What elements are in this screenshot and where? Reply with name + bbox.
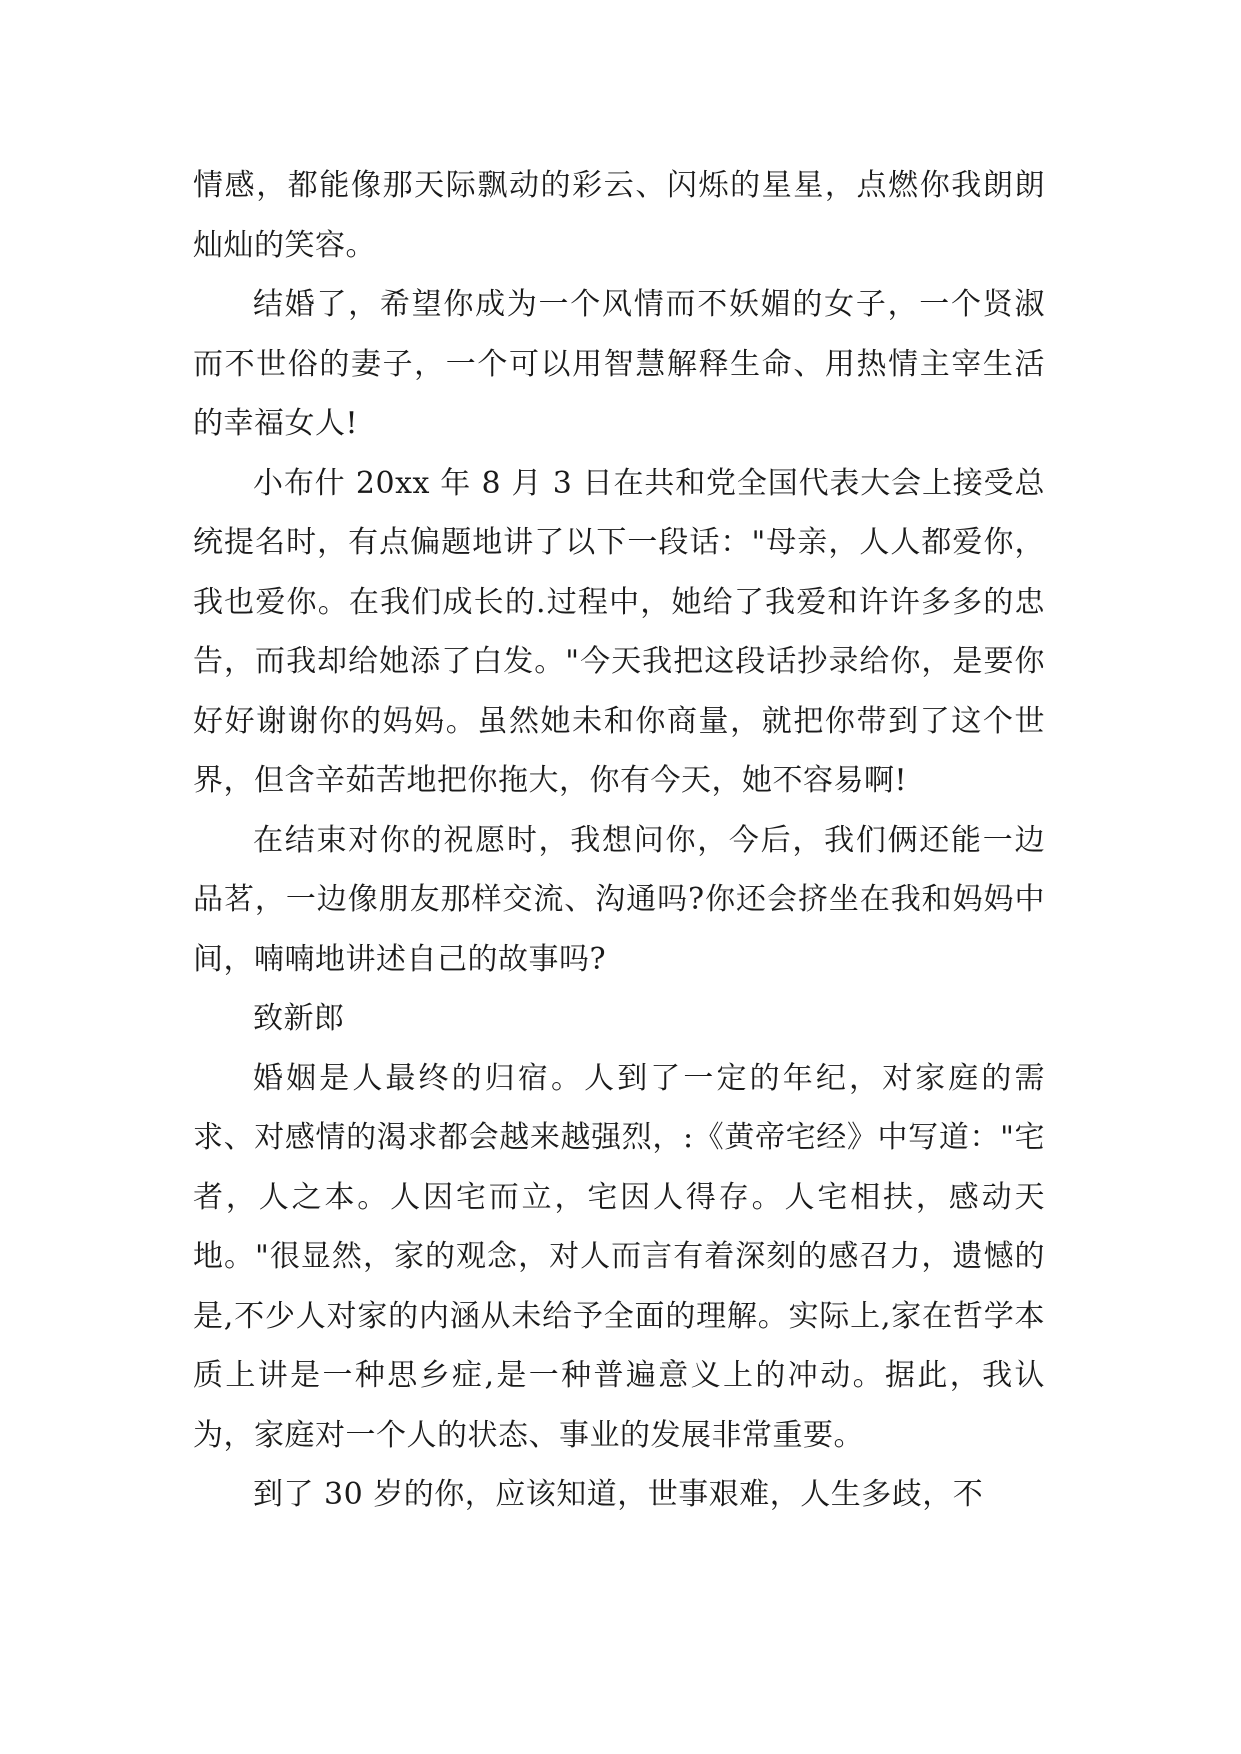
paragraph-3: 小布什 20xx 年 8 月 3 日在共和党全国代表大会上接受总统提名时，有点偏题地讲了以下一段话："母亲，人人都爱你，我也爱你。在我们成长的.过程中，她给了我爱和许许多多的忠告，而我却给她添了白发。"今天我把这段话抄录给你，是要你好好谢谢你的妈妈。虽然她未和你商量，就把你带到了这个世界，但含辛茹苦地把你拖大，你有今天，她不容易啊! xyxy=(193,465,1045,798)
paragraph-7: 到了 30 岁的你，应该知道，世事艰难，人生多歧，不 xyxy=(253,1477,984,1512)
paragraph-6: 婚姻是人最终的归宿。人到了一定的年纪，对家庭的需求、对感情的渴求都会越来越强烈，:《黄帝宅经》中写道："宅者，人之本。人因宅而立，宅因人得存。人宅相扶，感动天地。"很显然，家的观念，对人而言有着深刻的感召力，遗憾的是,不少人对家的内涵从未给予全面的理解。实际上,家在哲学本质上讲是一种思乡症,是一种普遍意义上的冲动。据此，我认为，家庭对一个人的状态、事业的发展非常重要。 xyxy=(193,1060,1045,1453)
section-heading: 致新郎 xyxy=(253,1001,345,1036)
paragraph-2: 结婚了，希望你成为一个风情而不妖媚的女子，一个贤淑而不世俗的妻子，一个可以用智慧解释生命、用热情主宰生活的幸福女人! xyxy=(193,287,1045,441)
paragraph-4: 在结束对你的祝愿时，我想问你，今后，我们俩还能一边品茗，一边像朋友那样交流、沟通吗?你还会挤坐在我和妈妈中间，喃喃地讲述自己的故事吗? xyxy=(193,822,1045,977)
document-body xyxy=(193,156,1045,1525)
paragraph-1: 情感，都能像那天际飘动的彩云、闪烁的星星，点燃你我朗朗灿灿的笑容。 xyxy=(193,168,1045,263)
